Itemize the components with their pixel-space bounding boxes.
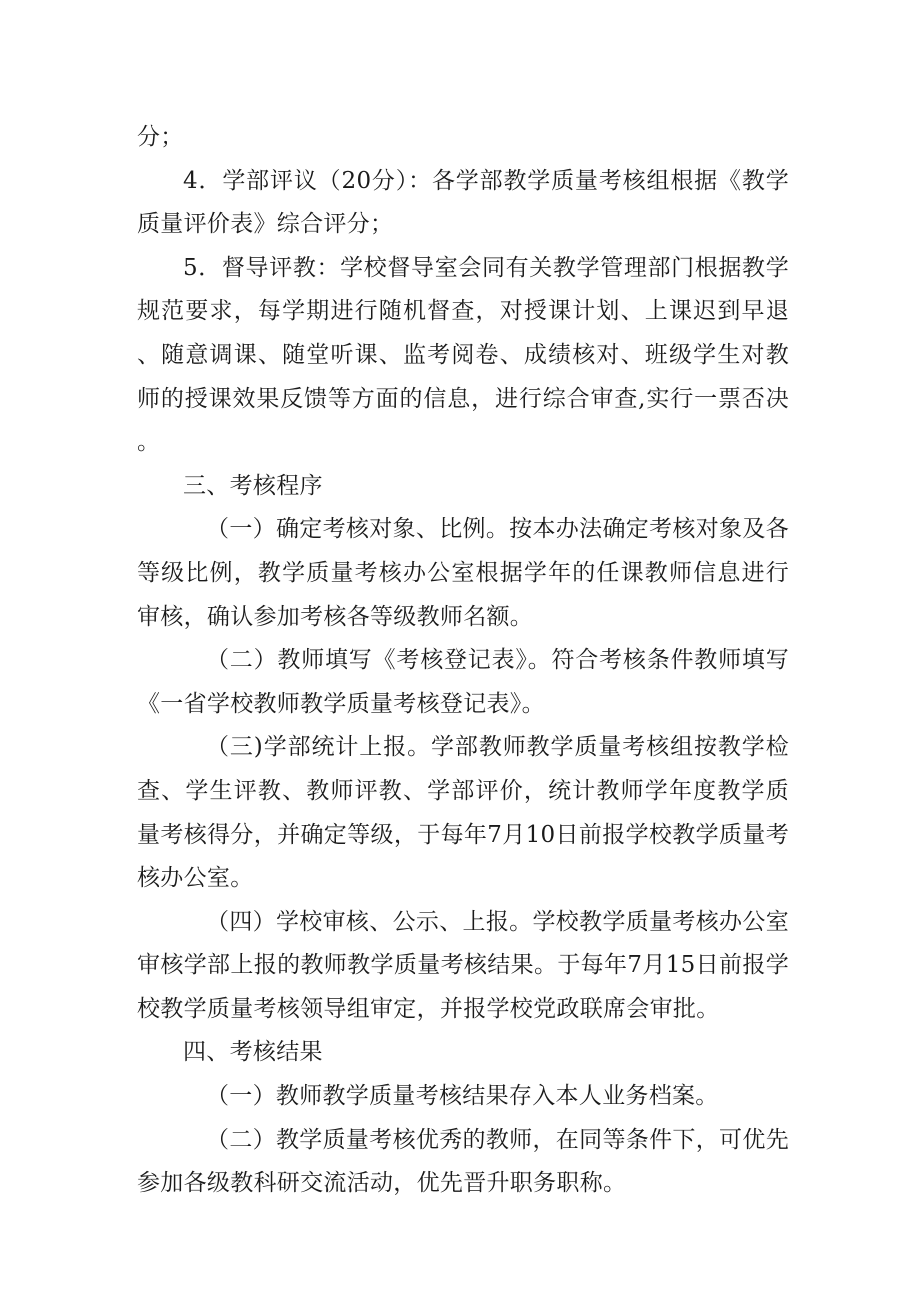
paragraph-result-1: （一）教师教学质量考核结果存入本人业务档案。 [206,1083,719,1110]
section-heading-3: 三、考核程序 [183,472,323,499]
paragraph-item-5: 5．督导评教：学校督导室会同有关教学管理部门根据教学规范要求，每学期进行随机督查，对授课计划、上课迟到早退、随意调课、随堂听课、监考阅卷、成绩核对、班级学生对教师的授课效果反馈等方面的信息，进行综合审查,实行一票否决。 [137,254,789,456]
paragraph-procedure-2: （二）教师填写《考核登记表》。符合考核条件教师填写《一省学校教师教学质量考核登记表》。 [137,647,789,717]
paragraph-item-4: 4．学部评议（20分）：各学部教学质量考核组根据《教学质量评价表》综合评分； [137,167,789,238]
document-body [137,116,789,1206]
paragraph-procedure-3: （三)学部统计上报。学部教师教学质量考核组按教学检查、学生评教、教师评教、学部评价，统计教师学年度教学质量考核得分，并确定等级，于每年7月10日前报学校教学质量考核办公室。 [137,734,789,892]
paragraph-result-2: （二）教学质量考核优秀的教师，在同等条件下，可优先参加各级教科研交流活动，优先晋升职务职称。 [137,1126,789,1197]
paragraph-procedure-1: （一）确定考核对象、比例。按本办法确定考核对象及各等级比例，教学质量考核办公室根据学年的任课教师信息进行审核，确认参加考核各等级教师名额。 [137,516,789,630]
section-heading-4: 四、考核结果 [183,1039,323,1066]
paragraph-procedure-4: （四）学校审核、公示、上报。学校教学质量考核办公室审核学部上报的教师教学质量考核结果。于每年7月15日前报学校教学质量考核领导组审定，并报学校党政联席会审批。 [137,908,789,1022]
paragraph-continuation: 分； [137,124,184,150]
